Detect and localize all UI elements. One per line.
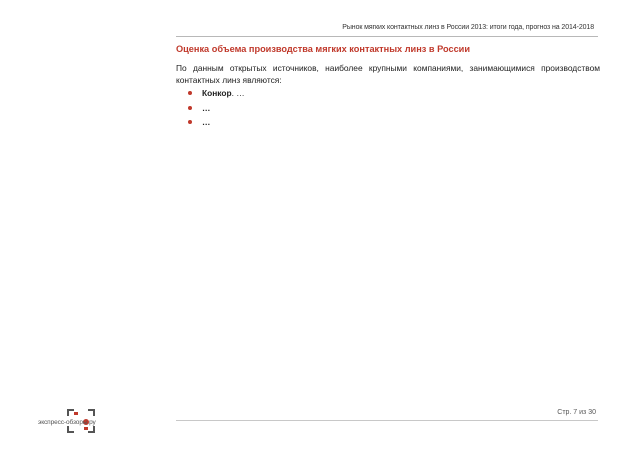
company-list: [188, 86, 245, 130]
company-name: Конкор: [202, 88, 232, 99]
header-divider: [176, 36, 598, 37]
company-name: …: [202, 102, 211, 113]
list-item: [188, 115, 245, 130]
list-item: [188, 86, 245, 101]
company-name: …: [202, 117, 211, 128]
body-paragraph: По данным открытых источников, наиболее крупными компаниями, занимающимися производством контактных линз являются:: [176, 63, 600, 85]
page-number: Стр. 7 из 30: [557, 409, 596, 416]
bullet-icon: [188, 120, 192, 124]
footer-divider: [176, 420, 598, 421]
document-title: Рынок мягких контактных линз в России 2013: итоги года, прогноз на 2014-2018: [342, 24, 594, 31]
section-heading: Оценка объема производства мягких контактных линз в России: [176, 44, 470, 54]
bullet-icon: [188, 106, 192, 110]
company-note: . …: [231, 88, 245, 99]
list-item: [188, 101, 245, 116]
bullet-icon: [188, 91, 192, 95]
publisher-logo: [38, 408, 128, 438]
logo-wordmark: экспресс-обзоры.ру: [38, 419, 96, 426]
